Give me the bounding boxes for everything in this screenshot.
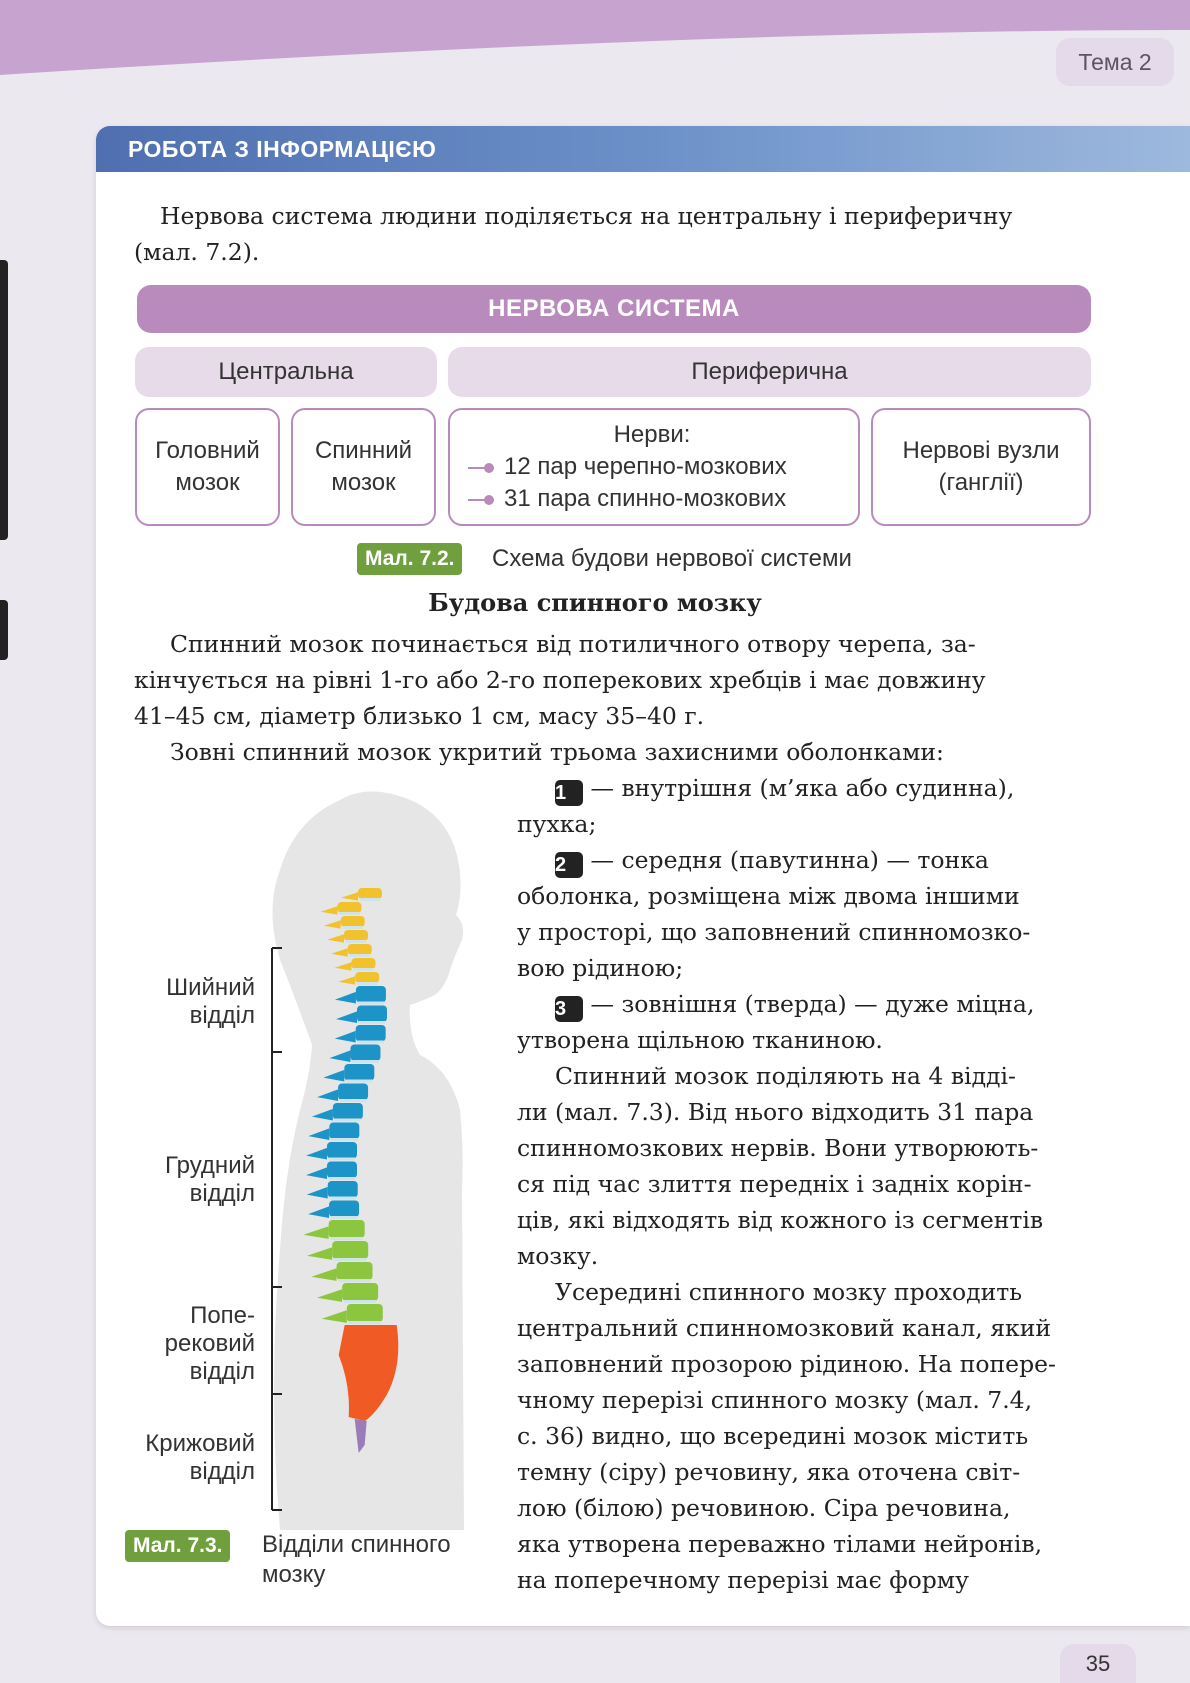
vertebra [327, 1162, 357, 1179]
intervertebral-disc [329, 1177, 355, 1180]
intervertebral-disc [349, 1321, 381, 1324]
intervertebral-disc [329, 1158, 355, 1161]
number-badge: 1 [555, 780, 583, 806]
vertebra [356, 986, 386, 1003]
figure-7-3-tag: Мал. 7.3. [125, 1530, 230, 1562]
paragraph-2: Зовні спинний мозок укритий трьома захисними оболонками: [170, 738, 944, 766]
label-thoracic: Грудний відділ [165, 1152, 255, 1207]
intervertebral-disc [344, 1300, 376, 1303]
vertebra [344, 930, 368, 941]
intervertebral-disc [352, 1060, 378, 1063]
intervertebral-disc [353, 968, 373, 971]
vertebra [327, 1142, 357, 1159]
intervertebral-disc [330, 1197, 356, 1200]
intervertebral-disc [340, 1099, 366, 1102]
vertebra [337, 1262, 373, 1280]
intervertebral-disc [346, 1080, 372, 1083]
intervertebral-disc [343, 926, 363, 929]
nerves-item: 12 пар черепно-мозкових [464, 451, 840, 483]
edge-mark [0, 260, 8, 540]
paragraph-4: Усередині спинного мозку проходить центральний спинномозковий канал, який заповнений прозорою рідиною. На попере- чному перерізі спинного мозку (мал. 7.4, с. 36) видно, що всередині мозок містить темну (сіру) речовину, яка оточена світ- лою (білою) речовиною. Сіра речовина, яка утворена переважно тілами нейронів, на поперечному перерізі має форму [517, 1278, 1056, 1594]
page-number: 35 [1060, 1644, 1136, 1683]
intervertebral-disc [339, 912, 359, 915]
nerves-title: Нерви: [613, 421, 691, 448]
vertebra [338, 1084, 368, 1101]
intervertebral-disc [331, 1237, 363, 1240]
vertebra [348, 944, 372, 955]
membrane-1: 1 — внутрішня (м’яка або судинна), пухка; [517, 774, 1015, 838]
vertebra [357, 1006, 387, 1023]
diagram-spinal-cord: Спинний мозок [291, 408, 436, 526]
vertebra [341, 916, 365, 927]
vertebra [347, 1304, 383, 1322]
diagram-nerves [448, 408, 860, 526]
paragraph-3: Спинний мозок поділяють на 4 відді- ли (мал. 7.3). Від нього відходить 31 пара спинномозкових нервів. Вони утворюють- ся під час злиття передніх і задніх корін- ців, які відходять від кожного із сегментів мозку. [517, 1062, 1044, 1270]
figure-7-3-caption: Відділи спинного мозку [262, 1531, 451, 1588]
intervertebral-disc [358, 1041, 384, 1044]
spine-illustration [250, 790, 510, 1530]
number-badge: 2 [555, 852, 583, 878]
paragraph-1: Спинний мозок починається від потиличного отвору черепа, за- кінчується на рівні 1-го або 2-го поперекових хребців і має довжину 41–45 см, діаметр близько 1 см, масу 35–40 г. [134, 630, 986, 730]
vertebra [332, 1241, 368, 1259]
diagram-peripheral: Периферична [448, 347, 1091, 397]
section-header: РОБОТА З ІНФОРМАЦІЄЮ [96, 126, 1190, 172]
vertebra [329, 1220, 365, 1238]
vertebra [342, 1283, 378, 1301]
intervertebral-disc [358, 1002, 384, 1005]
number-badge: 3 [555, 996, 583, 1022]
nerves-item: 31 пара спинно-мозкових [464, 483, 840, 515]
vertebra [344, 1064, 374, 1081]
intro-paragraph: Нервова система людини поділяється на центральну і периферичну (мал. 7.2). [134, 202, 1013, 266]
vertebra [329, 1123, 359, 1140]
vertebra [350, 1045, 380, 1062]
figure-7-2-tag: Мал. 7.2. [357, 543, 462, 575]
intervertebral-disc [350, 954, 370, 957]
vertebra [337, 902, 361, 913]
intervertebral-disc [335, 1119, 361, 1122]
label-lumbar: Попе- рековий відділ [164, 1302, 255, 1385]
intervertebral-disc [357, 982, 377, 985]
theme-tab: Тема 2 [1056, 38, 1174, 86]
intervertebral-disc [359, 1021, 385, 1024]
intervertebral-disc [346, 940, 366, 943]
vertebra [356, 1025, 386, 1042]
vertebra [351, 958, 375, 969]
vertebra [329, 1201, 359, 1218]
label-sacral: Крижовий відділ [145, 1430, 255, 1485]
diagram-ganglia: Нервові вузли (ганглії) [871, 408, 1091, 526]
intervertebral-disc [339, 1279, 371, 1282]
spinal-cord-heading: Будова спинного мозку [428, 588, 762, 617]
intervertebral-disc [331, 1216, 357, 1219]
membrane-2: 2 — середня (павутинна) — тонка оболонка, розміщена між двома іншими у просторі, що заповнений спинномозко- вою рідиною; [517, 846, 1031, 982]
label-cervical: Шийний відділ [166, 974, 255, 1029]
diagram-central: Центральна [135, 347, 437, 397]
vertebra [355, 972, 379, 983]
vertebra [328, 1181, 358, 1198]
top-band [0, 0, 1190, 75]
membrane-3: 3 — зовнішня (тверда) — дуже міцна, утворена щільною тканиною. [517, 990, 1035, 1054]
human-silhouette [273, 791, 465, 1530]
intervertebral-disc [360, 898, 380, 901]
figure-7-2-caption: Схема будови нервової системи [492, 545, 852, 572]
diagram-title: НЕРВОВА СИСТЕМА [137, 285, 1091, 333]
vertebra [358, 888, 382, 899]
diagram-brain: Головний мозок [135, 408, 280, 526]
intervertebral-disc [331, 1138, 357, 1141]
intervertebral-disc [334, 1258, 366, 1261]
vertebra [333, 1103, 363, 1120]
